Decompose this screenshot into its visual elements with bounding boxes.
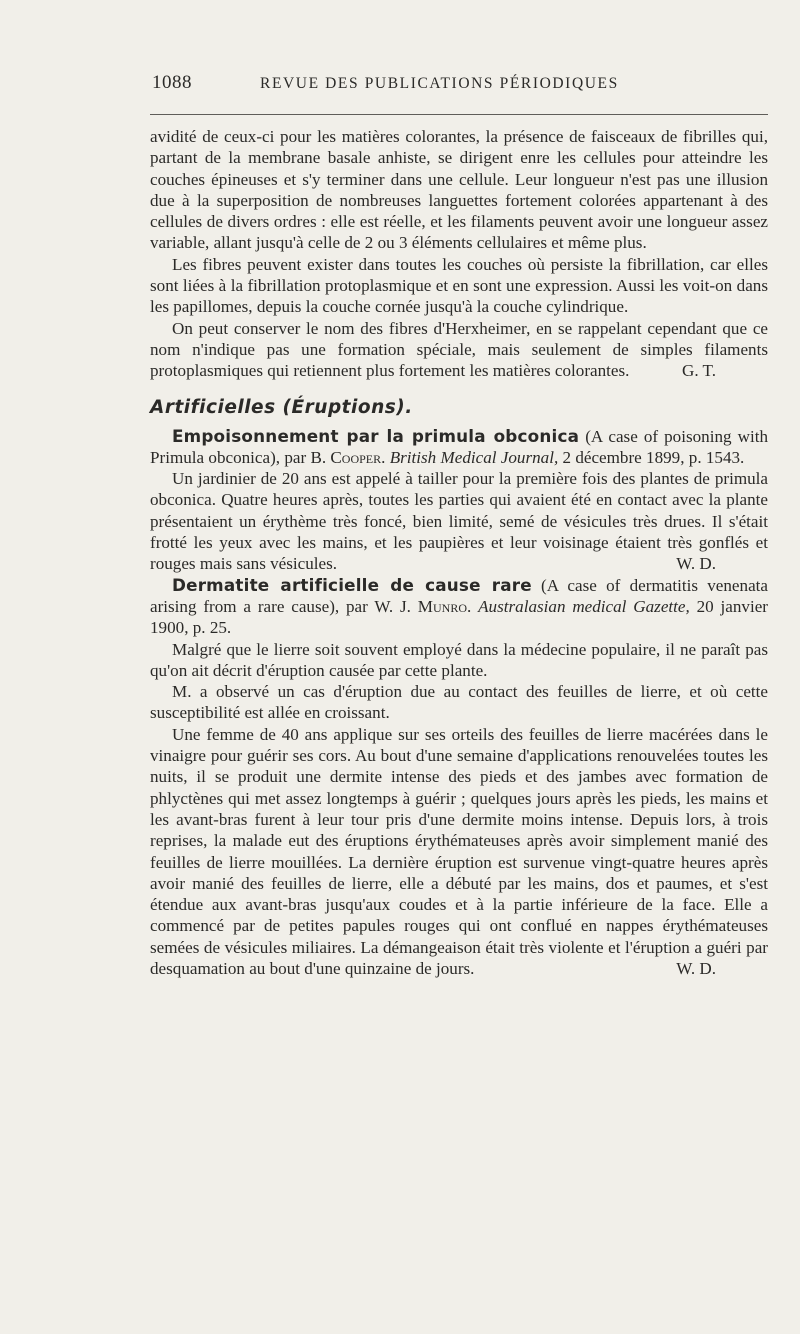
section-heading: Artificielles (Éruptions). bbox=[150, 396, 413, 418]
journal-title: REVUE DES PUBLICATIONS PÉRIODIQUES bbox=[260, 75, 619, 92]
running-head bbox=[150, 72, 770, 100]
entry-citation bbox=[150, 575, 768, 639]
paragraph: Les fibres peuvent exister dans toutes les couches où persiste la fibrillation, car elles sont liées à la fibrillation protoplasmique et en sont une expression. Aussi les voit-on dans les papillomes, depuis la couche cornée jusqu'à la couche cylindrique. bbox=[150, 254, 768, 317]
header-rule bbox=[150, 114, 768, 115]
paragraph-text: On peut conserver le nom des fibres d'Herxheimer, en se rappelant cependant que ce nom n'indique pas une formation spéciale, mais seulement de simples filaments protoplasmiques qui retiennent plus fortement les matières colorantes. bbox=[150, 318, 768, 381]
paragraph: Malgré que le lierre soit souvent employé dans la médecine populaire, il ne paraît pas qu'on ait décrit d'éruption causée par cette plante. bbox=[150, 639, 768, 680]
paragraph: avidité de ceux-ci pour les matières colorantes, la présence de faisceaux de fibrilles qui, partant de la membrane basale anhiste, se dirigent enre les cellules pour atteindre les couches épineuses et s'y terminer dans une cellule. Leur longueur n'est pas une illusion due à la superposition de nombreuses languettes fortement colorées appartenant à des cellules de divers ordres : elle est réelle, et les filaments peuvent avoir une longueur assez variable, allant jusqu'à celle de 2 ou 3 éléments cellulaires et même plus. bbox=[150, 127, 768, 253]
entry-title: Empoisonnement par la primula obconica bbox=[172, 425, 580, 446]
journal-name: Australasian medical Gazette, bbox=[478, 596, 690, 616]
citation-text: 2 décembre 1899, p. 1543. bbox=[558, 447, 745, 467]
paragraph bbox=[150, 318, 768, 382]
paragraph bbox=[150, 724, 768, 980]
page-number: 1088 bbox=[152, 72, 192, 93]
citation-text: (A case of dermatitis venenata arising from a rare cause), par W. J. bbox=[150, 575, 768, 616]
entry-citation bbox=[150, 426, 768, 469]
journal-name: British Medical Journal, bbox=[389, 447, 559, 467]
paragraph bbox=[150, 468, 768, 574]
author-name: Cooper bbox=[330, 447, 382, 467]
paragraph: M. a observé un cas d'éruption due au contact des feuilles de lierre, et où cette susceptibilité est allée en croissant. bbox=[150, 682, 768, 723]
page-body bbox=[150, 126, 768, 979]
signature: W. D. bbox=[676, 554, 716, 574]
signature: W. D. bbox=[676, 958, 716, 978]
citation-text: (A case of poisoning with Primula obconica), par B. bbox=[150, 426, 768, 467]
citation-text: 20 janvier 1900, p. 25. bbox=[150, 596, 768, 638]
citation-text: . bbox=[467, 596, 479, 616]
signature: G. T. bbox=[681, 361, 716, 381]
paragraph-text: Un jardinier de 20 ans est appelé à tailler pour la première fois des plantes de primula obconica. Quatre heures après, toutes les parties qui avaient été en contact avec la plante présentaient un érythème très foncé, bien limité, semé de vésicules très drues. Il s'était frotté les yeux avec les mains, et les paupières et leur voisinage étaient très gonflés et rouges mais sans vésicules. bbox=[150, 469, 768, 574]
paragraph-text: Une femme de 40 ans applique sur ses orteils des feuilles de lierre macérées dans le vinaigre pour guérir ses cors. Au bout d'une semaine d'applications renouvelées toutes les nuits, il se produit une dermite intense des pieds et des jambes avec formation de phlyctènes qui met assez longtemps à guérir ; quelques jours après les pieds, les mains et les avant-bras furent à leur tour pris d'une dermite moins intense. Depuis lors, à trois reprises, la malade eut des éruptions érythémateuses après avoir simplement manié des feuilles de lierre mouillées. La dernière éruption est survenue vingt-quatre heures après avoir manié des feuilles de lierre, elle a débuté par les mains, dos et paumes, et s'est étendue aux avant-bras jusqu'aux coudes et à la partie inférieure de la face. Elle a commencé par de petites papules rouges qui ont conflué en nappes érythémateuses semées de vésicules miliaires. La démangeaison était très violente et l'éruption a guéri par desquamation au bout d'une quinzaine de jours. bbox=[150, 724, 768, 978]
citation-text: . bbox=[381, 447, 390, 467]
author-name: Munro bbox=[417, 596, 467, 616]
entry-title: Dermatite artificielle de cause rare bbox=[172, 574, 532, 595]
